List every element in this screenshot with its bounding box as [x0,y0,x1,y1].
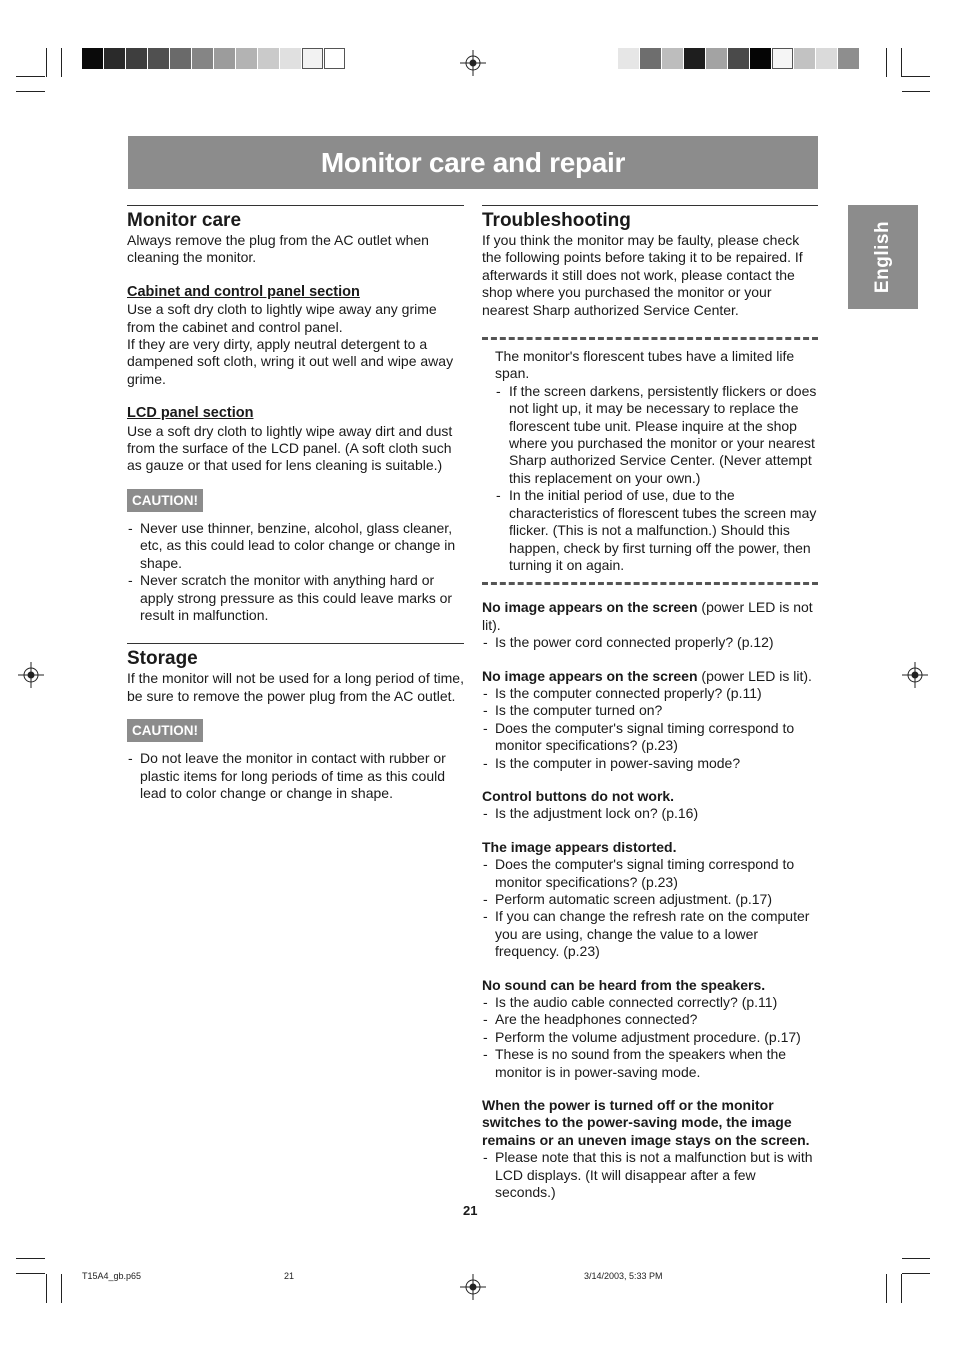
list-item: - Does the computer's signal timing correspond to monitor specifications? (p.23) [482,856,818,891]
crop-mark [902,1273,930,1274]
crop-mark [902,91,930,92]
lcd-heading: LCD panel section [127,405,254,422]
list-item: - Does the computer's signal timing correspond to monitor specifications? (p.23) [482,720,818,755]
color-swatch [214,48,235,69]
symptom-heading [482,668,818,685]
footer-page: 21 [284,1271,295,1281]
color-swatch [816,48,837,69]
registration-target-icon [460,1274,486,1300]
symptom-heading [482,599,818,634]
symptom-heading [482,839,818,856]
check-list [482,856,818,960]
crop-mark [901,1274,902,1303]
symptom-title: The image appears distorted. [482,838,677,855]
crop-mark [61,1274,62,1303]
troubleshooting-sections [482,599,818,1201]
color-swatch [280,48,301,69]
crop-mark [886,48,887,77]
color-swatch [82,48,103,69]
lcd-text: Use a soft dry cloth to lightly wipe away dirt and dust from the surface of the LCD panel. (A soft cloth such as gauze or that used for lens cleaning is suitable.) [127,422,453,474]
list-item: - Is the computer in power-saving mode? [482,755,818,772]
list-item: - Never use thinner, benzine, alcohol, glass cleaner, etc, as this could lead to color change or change in shape. [127,520,464,572]
color-swatch [148,48,169,69]
color-calibration-bar-left [82,48,346,69]
note-intro: The monitor's florescent tubes have a limited life span. [495,348,795,382]
storage-heading: Storage [127,648,198,670]
color-calibration-bar-right [618,48,860,69]
list-item: - In the initial period of use, due to the characteristics of florescent tubes the screen may flicker. (This is not a malfunction.) Should this happen, check by first turning off the power, then turning it on again. [495,487,818,574]
color-swatch [772,48,793,69]
symptom-title: When the power is turned off or the monitor switches to the power-saving mode, the image remains or an uneven image stays on the screen. [482,1097,810,1148]
check-list [482,634,818,651]
crop-mark [16,91,45,92]
list-item: - If the screen darkens, persistently flickers or does not light up, it may be necessary to replace the florescent tube unit. Please inquire at the shop where you purchased the monitor or your nearest Sharp authorized Service Center. (Never attempt this replacement on your own.) [495,383,818,487]
symptom-heading [482,788,818,805]
crop-mark [16,76,45,77]
crop-mark [886,1274,887,1303]
color-swatch [662,48,683,69]
symptom-title: No sound can be heard from the speakers. [482,976,766,993]
page-title: Monitor care and repair [128,136,818,189]
list-item: - Please note that this is not a malfunction but is with LCD displays. (It will disappear after a few seconds.) [482,1149,818,1201]
list-item: - Is the audio cable connected correctly? (p.11) [482,994,818,1011]
color-swatch [236,48,257,69]
list-item: - If you can change the refresh rate on the computer you are using, change the value to a lower frequency. (p.23) [482,908,818,960]
color-swatch [302,48,323,69]
monitor-care-heading: Monitor care [127,210,242,231]
check-list [482,994,818,1081]
color-swatch [838,48,859,69]
color-swatch [104,48,125,69]
page-number: 21 [463,1203,478,1218]
caution-badge: CAUTION! [127,489,203,512]
symptom-heading [482,1097,818,1149]
list-item: - Is the computer turned on? [482,702,818,719]
crop-mark [61,48,62,77]
list-item: - Do not leave the monitor in contact with rubber or plastic items for long periods of time as this could lead to color change or change in shape. [127,750,464,802]
footer-filename: T15A4_gb.p65 [82,1271,142,1281]
list-item: - These is no sound from the speakers when the monitor is in power-saving mode. [482,1046,818,1081]
footer-timestamp: 3/14/2003, 5:33 PM [584,1271,663,1281]
symptom-note: (power LED is lit). [697,667,812,684]
cabinet-text: If they are very dirty, apply neutral detergent to a dampened soft cloth, wring it out well and wipe away grime. [127,336,454,387]
list-item: - Is the power cord connected properly? (p.12) [482,634,818,651]
registration-target-icon [18,662,44,688]
language-tab: English [848,205,918,309]
symptom-title: No image appears on the screen [482,599,698,616]
color-swatch [324,48,345,69]
symptom-note: (power LED is not lit). [482,599,813,633]
florescent-tube-note [482,340,818,582]
color-swatch [728,48,749,69]
crop-mark [902,76,930,77]
monitor-care-intro: Always remove the plug from the AC outlet when cleaning the monitor. [127,232,429,266]
color-swatch [170,48,191,69]
crop-mark [901,48,902,77]
crop-mark [902,1258,930,1259]
symptom-title: Control buttons do not work. [482,787,675,804]
color-swatch [258,48,279,69]
storage-text: If the monitor will not be used for a long period of time, be sure to remove the power plug from the AC outlet. [127,670,464,704]
color-swatch [618,48,639,69]
color-swatch [750,48,771,69]
left-column [127,205,464,802]
troubleshooting-heading: Troubleshooting [482,210,631,231]
crop-mark [16,1273,45,1274]
crop-mark [46,1274,47,1303]
color-swatch [684,48,705,69]
list-item: - Is the computer connected properly? (p.11) [482,685,818,702]
color-swatch [794,48,815,69]
cabinet-heading: Cabinet and control panel section [127,283,360,300]
check-list [482,685,818,772]
troubleshooting-intro: If you think the monitor may be faulty, please check the following points before taking it to be repaired. If afterwards it still does not work, please contact the shop where you purchased the monitor or your nearest Sharp authorized Service Center. [482,232,803,318]
check-list [482,805,818,822]
symptom-title: No image appears on the screen [482,667,698,684]
check-list [482,1149,818,1201]
symptom-heading [482,977,818,994]
color-swatch [640,48,661,69]
list-item: - Never scratch the monitor with anything hard or apply strong pressure as this could leave marks or result in malfunction. [127,572,464,624]
right-column [482,205,818,1202]
list-item: - Is the adjustment lock on? (p.16) [482,805,818,822]
list-item: - Are the headphones connected? [482,1011,818,1028]
crop-mark [16,1258,45,1259]
caution-badge: CAUTION! [127,719,203,742]
caution-list [127,750,464,802]
color-swatch [706,48,727,69]
color-swatch [192,48,213,69]
caution-list [127,520,464,624]
list-item: - Perform the volume adjustment procedure. (p.17) [482,1029,818,1046]
color-swatch [126,48,147,69]
dashed-divider [482,582,818,585]
list-item: - Perform automatic screen adjustment. (p.17) [482,891,818,908]
registration-target-icon [460,50,486,76]
cabinet-text: Use a soft dry cloth to lightly wipe away any grime from the cabinet and control panel. [127,301,437,335]
crop-mark [46,48,47,77]
registration-target-icon [902,662,928,688]
